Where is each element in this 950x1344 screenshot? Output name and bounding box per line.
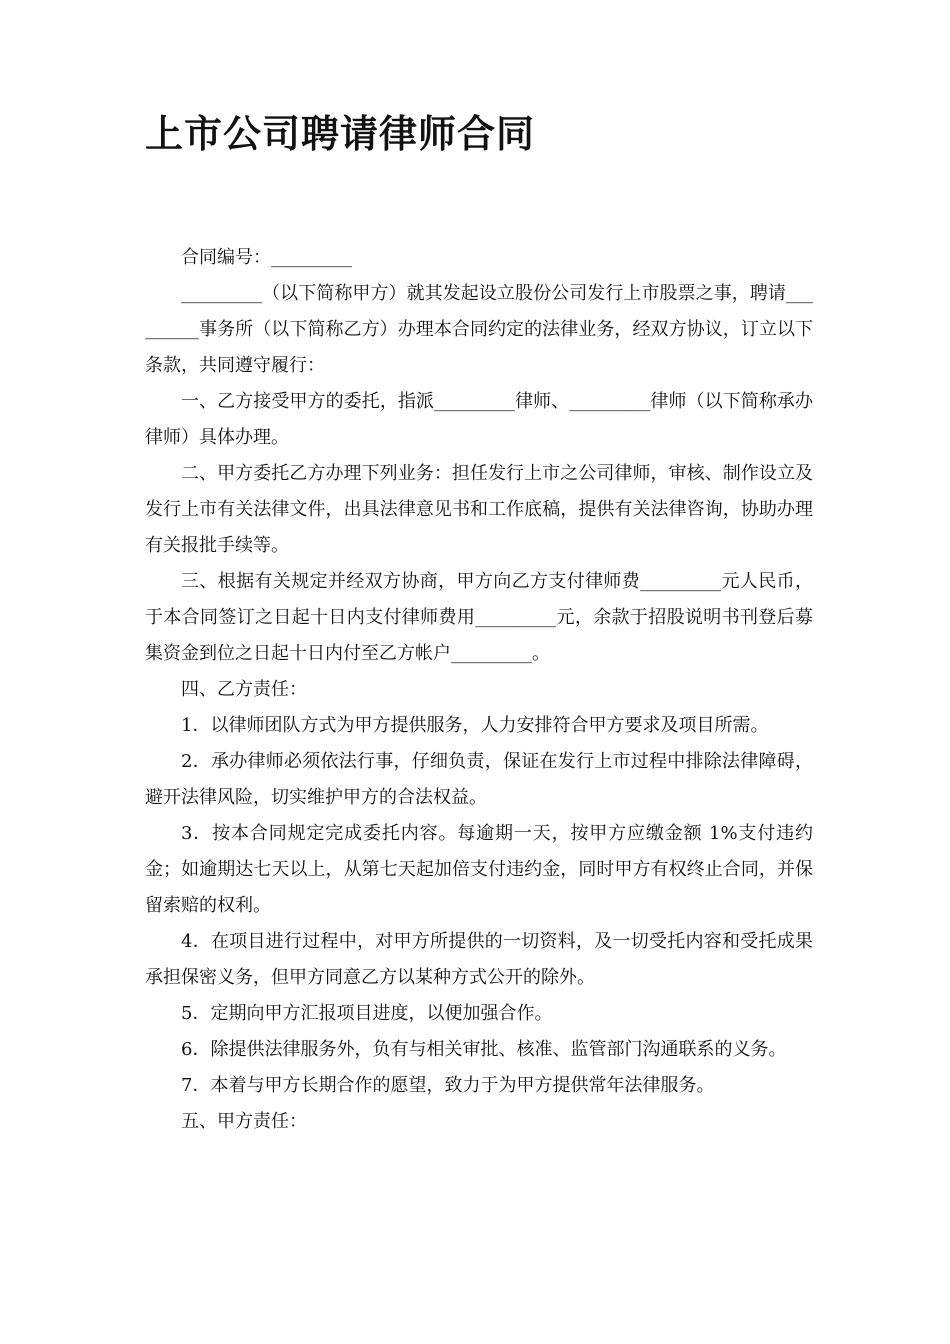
clause-3-paragraph: 三、根据有关规定并经双方协商，甲方向乙方支付律师费_________元人民币，于本合同签订之日起十日内支付律师费用_________元，余款于招股说明书刊登后募集资金到位之日起十日内付至乙方帐户_________。	[145, 571, 813, 664]
contract-number: 合同编号：_________	[181, 247, 352, 268]
clause-4-item-6: 6．除提供法律服务外，负有与相关审批、核准、监管部门沟通联系的义务。	[181, 1039, 787, 1060]
preamble-paragraph: _________（以下简称甲方）就其发起设立股份公司发行上市股票之事，聘请_________事务所（以下简称乙方）办理本合同约定的法律业务，经双方协议，订立以下条款，共同遵守履行：	[145, 283, 813, 376]
clause-1-paragraph: 一、乙方接受甲方的委托，指派_________律师、_________律师（以下简称承办律师）具体办理。	[145, 391, 813, 448]
clause-2-paragraph: 二、甲方委托乙方办理下列业务：担任发行上市之公司律师，审核、制作设立及发行上市有关法律文件，出具法律意见书和工作底稿，提供有关法律咨询，协助办理有关报批手续等。	[145, 463, 813, 556]
clause-4-item-2: 2．承办律师必须依法行事，仔细负责，保证在发行上市过程中排除法律障碍，避开法律风险，切实维护甲方的合法权益。	[145, 751, 813, 808]
document-body	[145, 240, 813, 1140]
clause-4-item-3: 3．按本合同规定完成委托内容。每逾期一天，按甲方应缴金额 1%支付违约金；如逾期达七天以上，从第七天起加倍支付违约金，同时甲方有权终止合同，并保留索赔的权利。	[145, 823, 813, 916]
clause-4-heading: 四、乙方责任：	[181, 679, 307, 700]
document-title: 上市公司聘请律师合同	[145, 112, 536, 156]
clause-5-heading: 五、甲方责任：	[181, 1111, 307, 1132]
clause-4-item-4: 4．在项目进行过程中，对甲方所提供的一切资料，及一切受托内容和受托成果承担保密义务，但甲方同意乙方以某种方式公开的除外。	[145, 931, 813, 988]
clause-4-item-7: 7．本着与甲方长期合作的愿望，致力于为甲方提供常年法律服务。	[181, 1075, 715, 1096]
clause-4-item-1: 1．以律师团队方式为甲方提供服务，人力安排符合甲方要求及项目所需。	[181, 715, 769, 736]
clause-4-item-5: 5．定期向甲方汇报项目进度，以便加强合作。	[181, 1003, 553, 1024]
